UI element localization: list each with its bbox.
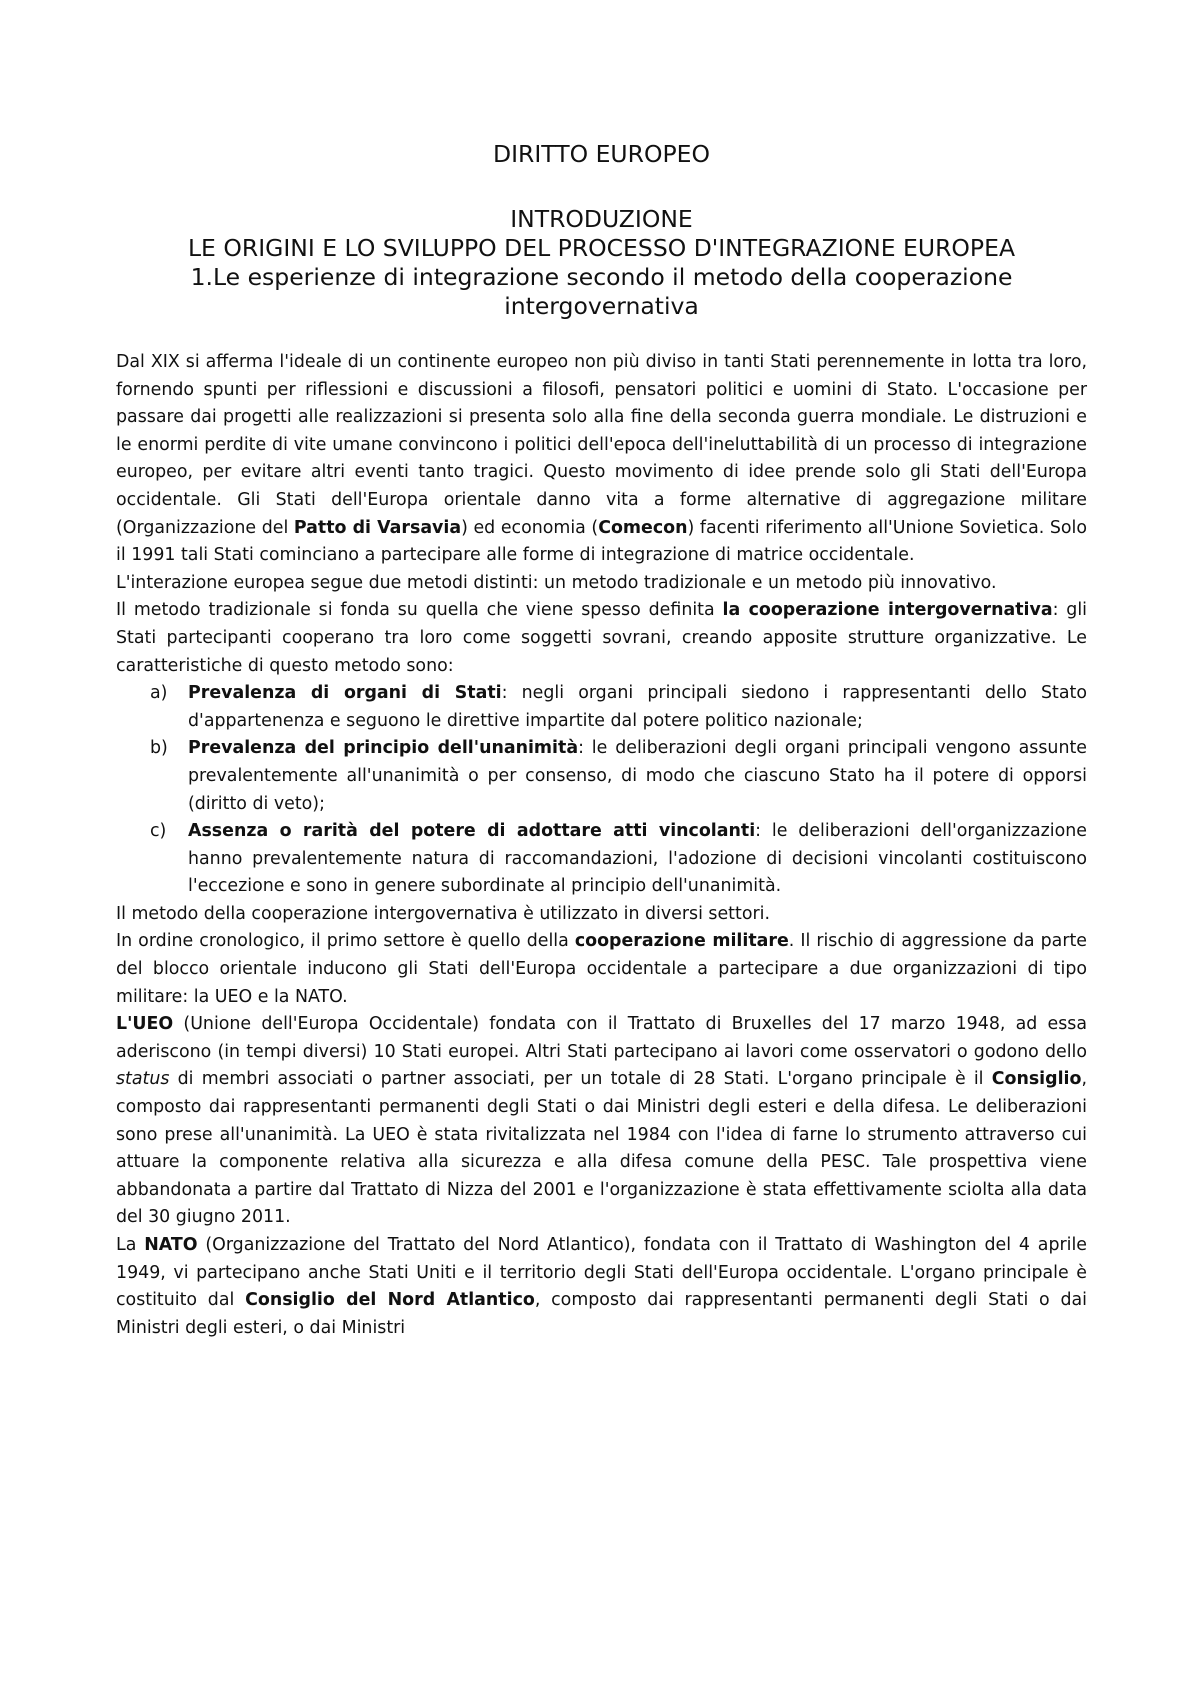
section-heading: 1.Le esperienze di integrazione secondo il metodo della cooperazione intergovernativa bbox=[190, 263, 1013, 320]
characteristics-list bbox=[116, 680, 1087, 901]
list-item: c) Assenza o rarità del potere di adottare atti vincolanti: le deliberazioni dell'organizzazione hanno prevalentemente natura di raccomandazioni, l'adozione di decisioni vincolanti costituiscono l'eccezione e sono in genere subordinate al principio dell'unanimità. bbox=[150, 821, 1087, 897]
paragraph-methods: L'interazione europea segue due metodi distinti: un metodo tradizionale e un metodo più innovativo. bbox=[116, 572, 997, 593]
intro-heading: INTRODUZIONE bbox=[510, 205, 693, 233]
paragraph-ueo: L'UEO (Unione dell'Europa Occidentale) fondata con il Trattato di Bruxelles del 17 marzo 1948, ad essa aderiscono (in tempi diversi) 10 Stati europei. Altri Stati partecipano ai lavori come osservatori o godono dello status di membri associati o partner associati, per un totale di 28 Stati. L'organo principale è il Consiglio, composto dai rappresentanti permanenti degli Stati o dai Ministri degli esteri e della difesa. Le deliberazioni sono prese all'unanimità. La UEO è stata rivitalizzata nel 1984 con l'idea di farne lo strumento attraverso cui attuare la componente relativa alla sicurezza e alla difesa comune della PESC. Tale prospettiva viene abbandonata a partire dal Trattato di Nizza del 2001 e l'organizzazione è stata effettivamente sciolta alla data del 30 giugno 2011. bbox=[116, 1014, 1087, 1228]
list-item: b) Prevalenza del principio dell'unanimità: le deliberazioni degli organi principali vengono assunte prevalentemente all'unanimità o per consenso, di modo che ciascuno Stato ha il potere di opporsi (diritto di veto); bbox=[150, 738, 1087, 814]
list-item: a) Prevalenza di organi di Stati: negli organi principali siedono i rappresentanti dello Stato d'appartenenza e seguono le direttive impartite dal potere politico nazionale; bbox=[150, 683, 1087, 731]
document-title: DIRITTO EUROPEO bbox=[493, 140, 710, 168]
paragraph-origins: Dal XIX si afferma l'ideale di un continente europeo non più diviso in tanti Stati perennemente in lotta tra loro, fornendo spunti per riflessioni e discussioni a filosofi, pensatori politici e uomini di Stato. L'occasione per passare dai progetti alle realizzazioni si presenta solo alla fine della seconda guerra mondiale. Le distruzioni e le enormi perdite di vite umane convincono i politici dell'epoca dell'ineluttabilità di un processo di integrazione europeo, per evitare altri eventi tanto tragici. Questo movimento di idee prende solo gli Stati dell'Europa occidentale. Gli Stati dell'Europa orientale danno vita a forme alternative di aggregazione militare (Organizzazione del Patto di Varsavia) ed economia (Comecon) facenti riferimento all'Unione Sovietica. Solo il 1991 tali Stati cominciano a partecipare alle forme di integrazione di matrice occidentale. bbox=[116, 352, 1088, 566]
paragraph-nato: La NATO (Organizzazione del Trattato del Nord Atlantico), fondata con il Trattato di Washington del 4 aprile 1949, vi partecipano anche Stati Uniti e il territorio degli Stati dell'Europa occidentale. L'organo principale è costituito dal Consiglio del Nord Atlantico, composto dai rappresentanti permanenti degli Stati o dai Ministri degli esteri, o dai Ministri bbox=[116, 1235, 1088, 1338]
paragraph-sectors: Il metodo della cooperazione intergovernativa è utilizzato in diversi settori. bbox=[116, 903, 770, 924]
paragraph-military-cooperation: In ordine cronologico, il primo settore è quello della cooperazione militare. Il rischio di aggressione da parte del blocco orientale inducono gli Stati dell'Europa occidentale a partecipare a due organizzazioni di tipo militare: la UEO e la NATO. bbox=[116, 931, 1087, 1007]
chapter-heading: LE ORIGINI E LO SVILUPPO DEL PROCESSO D'INTEGRAZIONE EUROPEA bbox=[187, 234, 1016, 262]
paragraph-traditional-method: Il metodo tradizionale si fonda su quella che viene spesso definita la cooperazione intergovernativa: gli Stati partecipanti cooperano tra loro come soggetti sovrani, creando apposite strutture organizzative. Le caratteristiche di questo metodo sono: bbox=[116, 600, 1087, 676]
